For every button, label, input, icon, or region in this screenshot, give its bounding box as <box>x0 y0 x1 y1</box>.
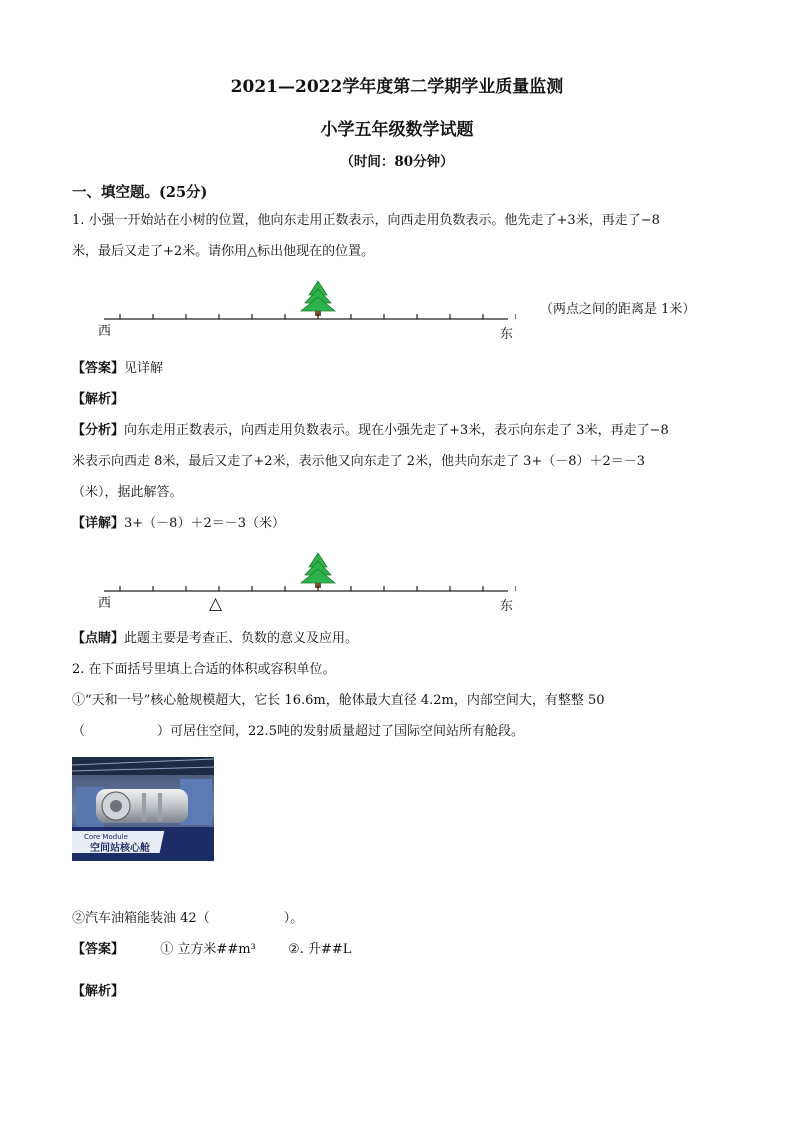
distance-note: （两点之间的距离是 1米） <box>540 302 696 317</box>
east-label-2: 东 <box>500 599 514 614</box>
q2-sub1-rest: ）可居住空间，22.5吨的发射质量超过了国际空间站所有舱段。 <box>157 724 524 739</box>
page-subtitle: 小学五年级数学试题 <box>320 120 474 140</box>
answer-triangle-marker: △ <box>209 594 223 614</box>
q2-sub2 <box>72 910 303 928</box>
analysis-tag: 【解析】 <box>72 392 125 407</box>
fenxi-line3: （米），据此解答。 <box>72 485 183 500</box>
page-title: 2021—2022学年度第二学期学业质量监测 <box>230 77 564 97</box>
q1-line2: 米，最后又走了+2米。请你用△标出他现在的位置。 <box>72 244 375 259</box>
blank-open: （ <box>72 724 86 739</box>
tree-icon <box>301 281 335 316</box>
core-module-photo <box>72 757 214 861</box>
q2-answer-tag: 【答案】 <box>72 942 125 957</box>
section-heading: 一、填空题。(25分) <box>72 184 208 201</box>
q2-line1: 2. 在下面括号里填上合适的体积或容积单位。 <box>72 662 336 677</box>
exam-time: （时间：80分钟） <box>340 154 454 170</box>
axis-ticks <box>120 314 516 319</box>
svg-text:Core Module: Core Module <box>84 833 128 841</box>
comment-text: 此题主要是考查正、负数的意义及应用。 <box>124 631 359 646</box>
tree-icon <box>301 553 335 588</box>
q2-sub2-text: ②汽车油箱能装油 42（ <box>72 911 210 926</box>
comment-tag: 【点睛】 <box>72 631 125 646</box>
q2-answer-1: ① 立方米##m³ <box>160 942 256 957</box>
west-label-2: 西 <box>98 596 112 611</box>
fenxi-line1: 向东走用正数表示，向西走用负数表示。现在小强先走了+3米，表示向东走了 3米，再走了−8 <box>124 423 669 438</box>
east-label: 东 <box>500 327 514 342</box>
answer-tag: 【答案】 <box>72 361 125 376</box>
answer-row <box>72 360 163 378</box>
q2-sub1-line2 <box>72 723 524 741</box>
fenxi-row-1 <box>72 422 669 440</box>
q2-sub1-line1: ①“天和一号”核心舱规模超大，它长 16.6m，舱体最大直径 4.2m，内部空间大，有整整 50 <box>72 693 605 708</box>
detail-row <box>72 515 285 533</box>
q2-analysis-tag: 【解析】 <box>72 984 125 999</box>
q2-answer-row <box>72 941 351 959</box>
q2-answer-2: ②. 升##L <box>288 942 352 957</box>
tree-layer <box>301 569 335 583</box>
fenxi-tag: 【分析】 <box>72 423 125 438</box>
axis-ticks <box>120 586 516 591</box>
fenxi-line2: 米表示向西走 8米，最后又走了+2米，表示他又向东走了 2米，他共向东走了 3+（－8）＋2＝－3 <box>72 454 646 469</box>
svg-text:空间站核心舱: 空间站核心舱 <box>90 843 150 854</box>
tree-layer <box>301 297 335 311</box>
number-line-answer <box>96 540 516 600</box>
detail-text: 3+（－8）＋2＝－3（米） <box>124 516 285 531</box>
number-line-question <box>96 268 516 328</box>
comment-row <box>72 630 358 648</box>
q2-sub2-end: ）。 <box>283 911 304 926</box>
answer-text: 见详解 <box>124 361 164 376</box>
detail-tag: 【详解】 <box>72 516 125 531</box>
q1-line1: 1. 小强一开始站在小树的位置，他向东走用正数表示，向西走用负数表示。他先走了+3米，再走了−8 <box>72 213 660 228</box>
west-label: 西 <box>98 324 112 339</box>
